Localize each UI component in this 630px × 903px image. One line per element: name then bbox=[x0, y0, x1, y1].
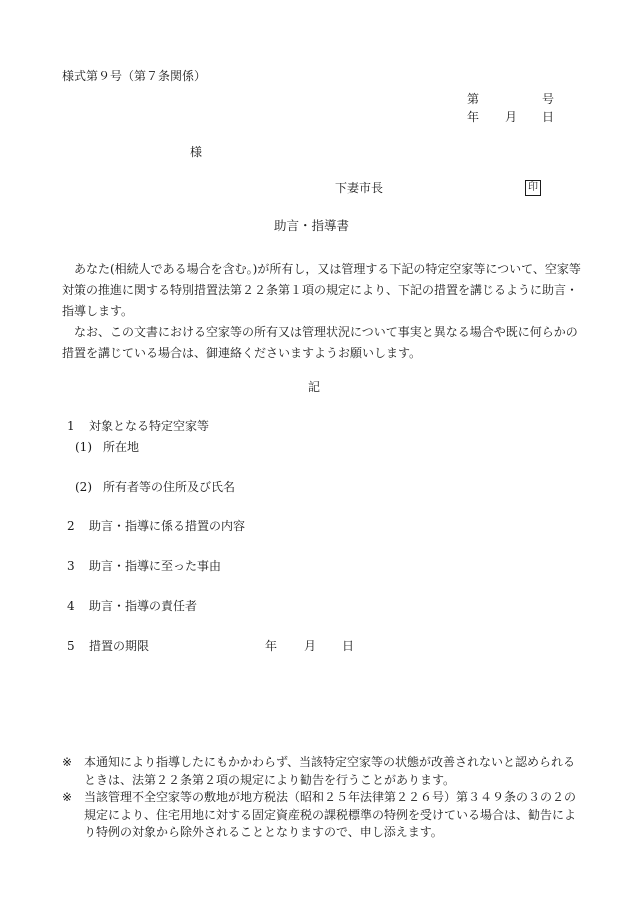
doc-number-prefix: 第 bbox=[467, 92, 480, 106]
form-label: 様式第９号（第７条関係） bbox=[62, 69, 207, 83]
addressee-suffix: 様 bbox=[190, 145, 203, 159]
item-5-number: 5 bbox=[67, 639, 75, 653]
note-1-text: 本通知により指導したにもかかわらず、当該特定空家等の状態が改善されないと認められるときは、法第２２条第２項の規定により勧告を行うことがあります。 bbox=[84, 755, 576, 787]
seal-mark: 印 bbox=[525, 180, 541, 196]
document-title: 助言・指導書 bbox=[274, 218, 350, 233]
notes bbox=[62, 754, 587, 842]
item-2-label: 助言・指導に係る措置の内容 bbox=[89, 519, 246, 533]
item-4-label: 助言・指導の責任者 bbox=[89, 599, 198, 613]
sub-1-number: (1) bbox=[75, 440, 92, 454]
note-2-text: 当該管理不全空家等の敷地が地方税法（昭和２５年法律第２２６号）第３４９条の３の２の規定により、住宅用地に対する固定資産税の課税標準の特例を受けている場合は、勧告により特例の対象から除外されることとなりますので、申し添えます。 bbox=[84, 790, 577, 839]
sub-2-label: 所有者等の住所及び氏名 bbox=[103, 480, 236, 494]
item-1-number: 1 bbox=[67, 419, 75, 433]
item-4-number: 4 bbox=[67, 599, 75, 613]
deadline-year: 年 bbox=[265, 639, 278, 653]
item-3-label: 助言・指導に至った事由 bbox=[89, 559, 222, 573]
note-1-mark: ※ bbox=[62, 755, 73, 769]
note-2 bbox=[62, 789, 587, 842]
date-year: 年 bbox=[467, 110, 480, 124]
sub-2-number: (2) bbox=[75, 480, 92, 494]
deadline-day: 日 bbox=[342, 639, 355, 653]
item-5-label: 措置の期限 bbox=[89, 639, 150, 653]
sub-1-label: 所在地 bbox=[103, 440, 140, 454]
item-1-label: 対象となる特定空家等 bbox=[89, 419, 210, 433]
body-paragraph-2: なお、この文書における空家等の所有又は管理状況について事実と異なる場合や既に何らかの措置を講じている場合は、御連絡くださいますようお願いします。 bbox=[62, 325, 578, 360]
ki-heading: 記 bbox=[308, 380, 321, 394]
deadline-month: 月 bbox=[304, 639, 317, 653]
doc-number-suffix: 号 bbox=[542, 92, 555, 106]
item-3-number: 3 bbox=[67, 559, 75, 573]
issuer: 下妻市長 bbox=[335, 181, 384, 195]
date-day: 日 bbox=[542, 110, 555, 124]
note-1 bbox=[62, 754, 587, 789]
date-month: 月 bbox=[505, 110, 518, 124]
item-2-number: 2 bbox=[67, 519, 75, 533]
body-text bbox=[62, 259, 582, 364]
note-2-mark: ※ bbox=[62, 790, 73, 804]
body-paragraph-1: あなた(相続人である場合を含む。)が所有し，又は管理する下記の特定空家等について、空家等対策の推進に関する特別措置法第２２条第１項の規定により、下記の措置を講じるように助言・指導します。 bbox=[62, 262, 581, 318]
